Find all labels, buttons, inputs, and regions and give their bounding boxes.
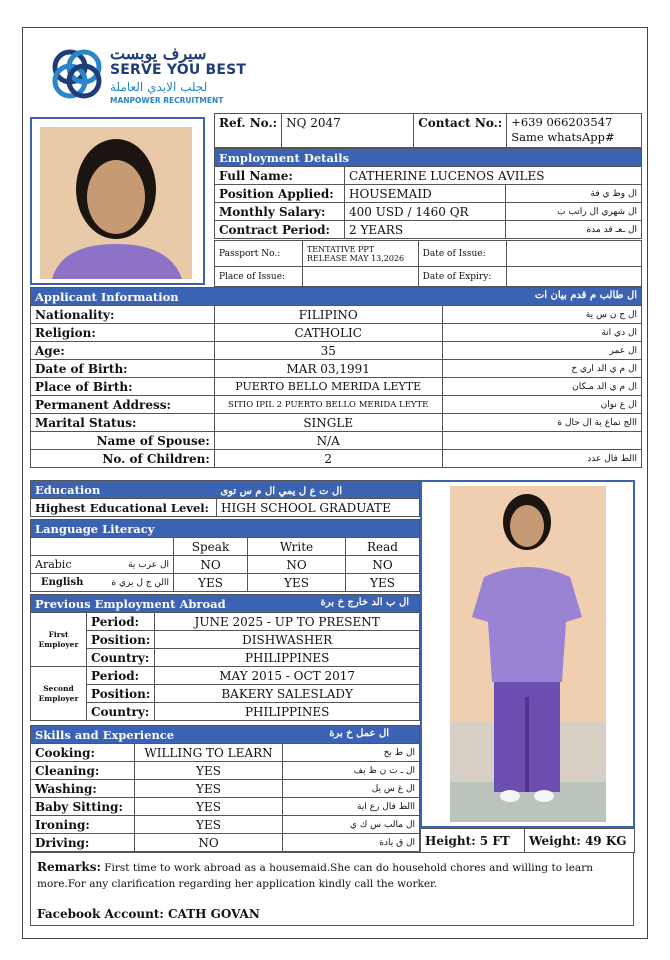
pob-arabic: ال م ي الد مـكان <box>442 378 641 396</box>
salary-label: Monthly Salary: <box>215 203 345 221</box>
language-blank <box>31 538 174 556</box>
first-position-value: DISHWASHER <box>155 631 420 649</box>
first-period-label: Period: <box>87 613 155 631</box>
logo-subtitle: MANPOWER RECRUITMENT <box>110 96 224 105</box>
full-name-label: Full Name: <box>215 167 345 185</box>
passport-table <box>214 240 642 287</box>
washing-arabic: ال غ س يل <box>283 780 420 798</box>
english-label-ar: االن ج ل يزي ة <box>87 574 173 592</box>
address-value: SITIO IPIL 2 PUERTO BELLO MERIDA LEYTE <box>214 396 442 414</box>
arabic-write: NO <box>248 556 346 574</box>
ironing-value: YES <box>135 816 283 834</box>
address-arabic: ال ع نوان <box>442 396 641 414</box>
applicant-header-arabic: ال طالب م قدم بيان ات <box>534 289 637 301</box>
facebook-account: Facebook Account: CATH GOVAN <box>37 907 260 921</box>
employment-header: Employment Details <box>215 149 642 167</box>
age-label: Age: <box>31 342 215 360</box>
dob-value: MAR 03,1991 <box>214 360 442 378</box>
nationality-arabic: ال ج ن س ية <box>442 306 641 324</box>
contact-label: Contact No.: <box>414 114 507 148</box>
applicant-portrait-photo <box>30 117 205 285</box>
religion-value: CATHOLIC <box>214 324 442 342</box>
first-period-value: JUNE 2025 - UP TO PRESENT <box>155 613 420 631</box>
skills-table <box>30 725 420 852</box>
skills-header <box>31 726 420 744</box>
full-name-value: CATHERINE LUCENOS AVILES <box>345 167 642 185</box>
babysitting-arabic: االط فال رع اية <box>283 798 420 816</box>
logo-arabic-sub: لجلب الايدي العاملة <box>110 80 208 94</box>
col-write: Write <box>248 538 346 556</box>
remarks-text: First time to work abroad as a housemaid.She can do household chores and willing to learn more.For any clarification regarding her application kindly call the worker. <box>37 862 593 890</box>
ironing-label: Ironing: <box>31 816 135 834</box>
applicant-header <box>31 288 642 306</box>
applicant-header-label: Applicant Information <box>35 289 179 304</box>
issue-date-value <box>506 241 641 267</box>
first-position-label: Position: <box>87 631 155 649</box>
cleaning-label: Cleaning: <box>31 762 135 780</box>
dob-arabic: ال م ي الد اري خ <box>442 360 641 378</box>
passport-label: Passport No.: <box>215 241 303 267</box>
passport-value: TENTATIVE PPT RELEASE MAY 13,2026 <box>302 241 418 267</box>
physical-table <box>420 828 635 853</box>
salary-arabic: ال شهري ال راتب ب <box>506 203 642 221</box>
logo-name: SERVE YOU BEST <box>110 62 247 78</box>
second-period-value: MAY 2015 - OCT 2017 <box>155 667 420 685</box>
language-table <box>30 519 420 592</box>
logo-icon <box>48 45 106 103</box>
issue-place-label: Place of Issue: <box>215 267 303 287</box>
age-arabic: ال عمر <box>442 342 641 360</box>
english-label: English <box>31 574 88 592</box>
arabic-read: NO <box>346 556 420 574</box>
second-position-value: BAKERY SALESLADY <box>155 685 420 703</box>
contact-number: +639 066203547 <box>511 115 613 129</box>
washing-label: Washing: <box>31 780 135 798</box>
ref-label: Ref. No.: <box>215 114 282 148</box>
driving-label: Driving: <box>31 834 135 852</box>
education-label: Highest Educational Level: <box>31 499 217 517</box>
age-value: 35 <box>214 342 442 360</box>
children-value: 2 <box>214 450 442 468</box>
spouse-arabic <box>442 432 641 450</box>
ref-contact-table <box>214 113 642 148</box>
second-country-value: PHILIPPINES <box>155 703 420 721</box>
dob-label: Date of Birth: <box>31 360 215 378</box>
previous-employment-table <box>30 594 420 721</box>
remarks-box <box>30 852 634 926</box>
issue-date-label: Date of Issue: <box>418 241 506 267</box>
cooking-arabic: ال ط بخ <box>283 744 420 762</box>
ironing-arabic: ال مالب س ك ي <box>283 816 420 834</box>
employment-details-table <box>214 148 642 239</box>
arabic-label-ar: ال عرب ية <box>87 556 173 574</box>
education-table <box>30 480 420 517</box>
babysitting-value: YES <box>135 798 283 816</box>
education-header-arabic: ال ت ع ل يمي ال م س توى <box>220 485 343 497</box>
col-speak: Speak <box>174 538 248 556</box>
nationality-label: Nationality: <box>31 306 215 324</box>
contract-value: 2 YEARS <box>345 221 506 239</box>
children-label: No. of Children: <box>31 450 215 468</box>
first-country-label: Country: <box>87 649 155 667</box>
pob-label: Place of Birth: <box>31 378 215 396</box>
skills-header-arabic: ال عمل خ برة <box>329 727 389 739</box>
first-employer-label: First Employer <box>31 613 87 667</box>
babysitting-label: Baby Sitting: <box>31 798 135 816</box>
position-arabic: ال وظ ي فة <box>506 185 642 203</box>
education-header-label: Education <box>35 482 101 497</box>
first-country-value: PHILIPPINES <box>155 649 420 667</box>
driving-arabic: ال ق يادة <box>283 834 420 852</box>
second-period-label: Period: <box>87 667 155 685</box>
logo-arabic: سيرف يوبست <box>110 44 207 63</box>
previous-header-arabic: ال ب الد خارج خ برة <box>320 596 409 608</box>
position-value: HOUSEMAID <box>345 185 506 203</box>
weight-value: Weight: 49 KG <box>525 829 635 853</box>
cleaning-value: YES <box>135 762 283 780</box>
religion-label: Religion: <box>31 324 215 342</box>
education-value: HIGH SCHOOL GRADUATE <box>217 499 420 517</box>
pob-value: PUERTO BELLO MERIDA LEYTE <box>214 378 442 396</box>
height-value: Height: 5 FT <box>421 829 525 853</box>
remarks-paragraph <box>37 859 627 892</box>
second-position-label: Position: <box>87 685 155 703</box>
arabic-speak: NO <box>174 556 248 574</box>
driving-value: NO <box>135 834 283 852</box>
children-arabic: االط فال عدد <box>442 450 641 468</box>
washing-value: YES <box>135 780 283 798</box>
spouse-label: Name of Spouse: <box>31 432 215 450</box>
contract-arabic: ال ـعـ قد مدة <box>506 221 642 239</box>
applicant-fullbody-photo <box>420 480 635 828</box>
cooking-label: Cooking: <box>31 744 135 762</box>
education-header <box>31 481 420 499</box>
marital-arabic: االج تماع ية ال حال ة <box>442 414 641 432</box>
skills-header-label: Skills and Experience <box>35 727 175 742</box>
arabic-label: Arabic <box>31 556 88 574</box>
expiry-label: Date of Expiry: <box>418 267 506 287</box>
cooking-value: WILLING TO LEARN <box>135 744 283 762</box>
second-country-label: Country: <box>87 703 155 721</box>
second-employer-label: Second Employer <box>31 667 87 721</box>
remarks-label: Remarks: <box>37 860 101 874</box>
cleaning-arabic: ال ـ ت ن ظ يف <box>283 762 420 780</box>
english-write: YES <box>248 574 346 592</box>
nationality-value: FILIPINO <box>214 306 442 324</box>
previous-header-label: Previous Employment Abroad <box>35 596 226 611</box>
position-label: Position Applied: <box>215 185 345 203</box>
spouse-value: N/A <box>214 432 442 450</box>
marital-value: SINGLE <box>214 414 442 432</box>
language-header: Language Literacy <box>31 520 420 538</box>
english-speak: YES <box>174 574 248 592</box>
issue-place-value <box>302 267 418 287</box>
address-label: Permanent Address: <box>31 396 215 414</box>
contact-note: Same whatsApp# <box>511 130 615 144</box>
religion-arabic: ال دي انة <box>442 324 641 342</box>
expiry-value <box>506 267 641 287</box>
previous-header <box>31 595 420 613</box>
contract-label: Contract Period: <box>215 221 345 239</box>
salary-value: 400 USD / 1460 QR <box>345 203 506 221</box>
applicant-info-table <box>30 287 642 468</box>
ref-value: NQ 2047 <box>282 114 414 148</box>
col-read: Read <box>346 538 420 556</box>
contact-value <box>507 114 642 148</box>
marital-label: Marital Status: <box>31 414 215 432</box>
english-read: YES <box>346 574 420 592</box>
